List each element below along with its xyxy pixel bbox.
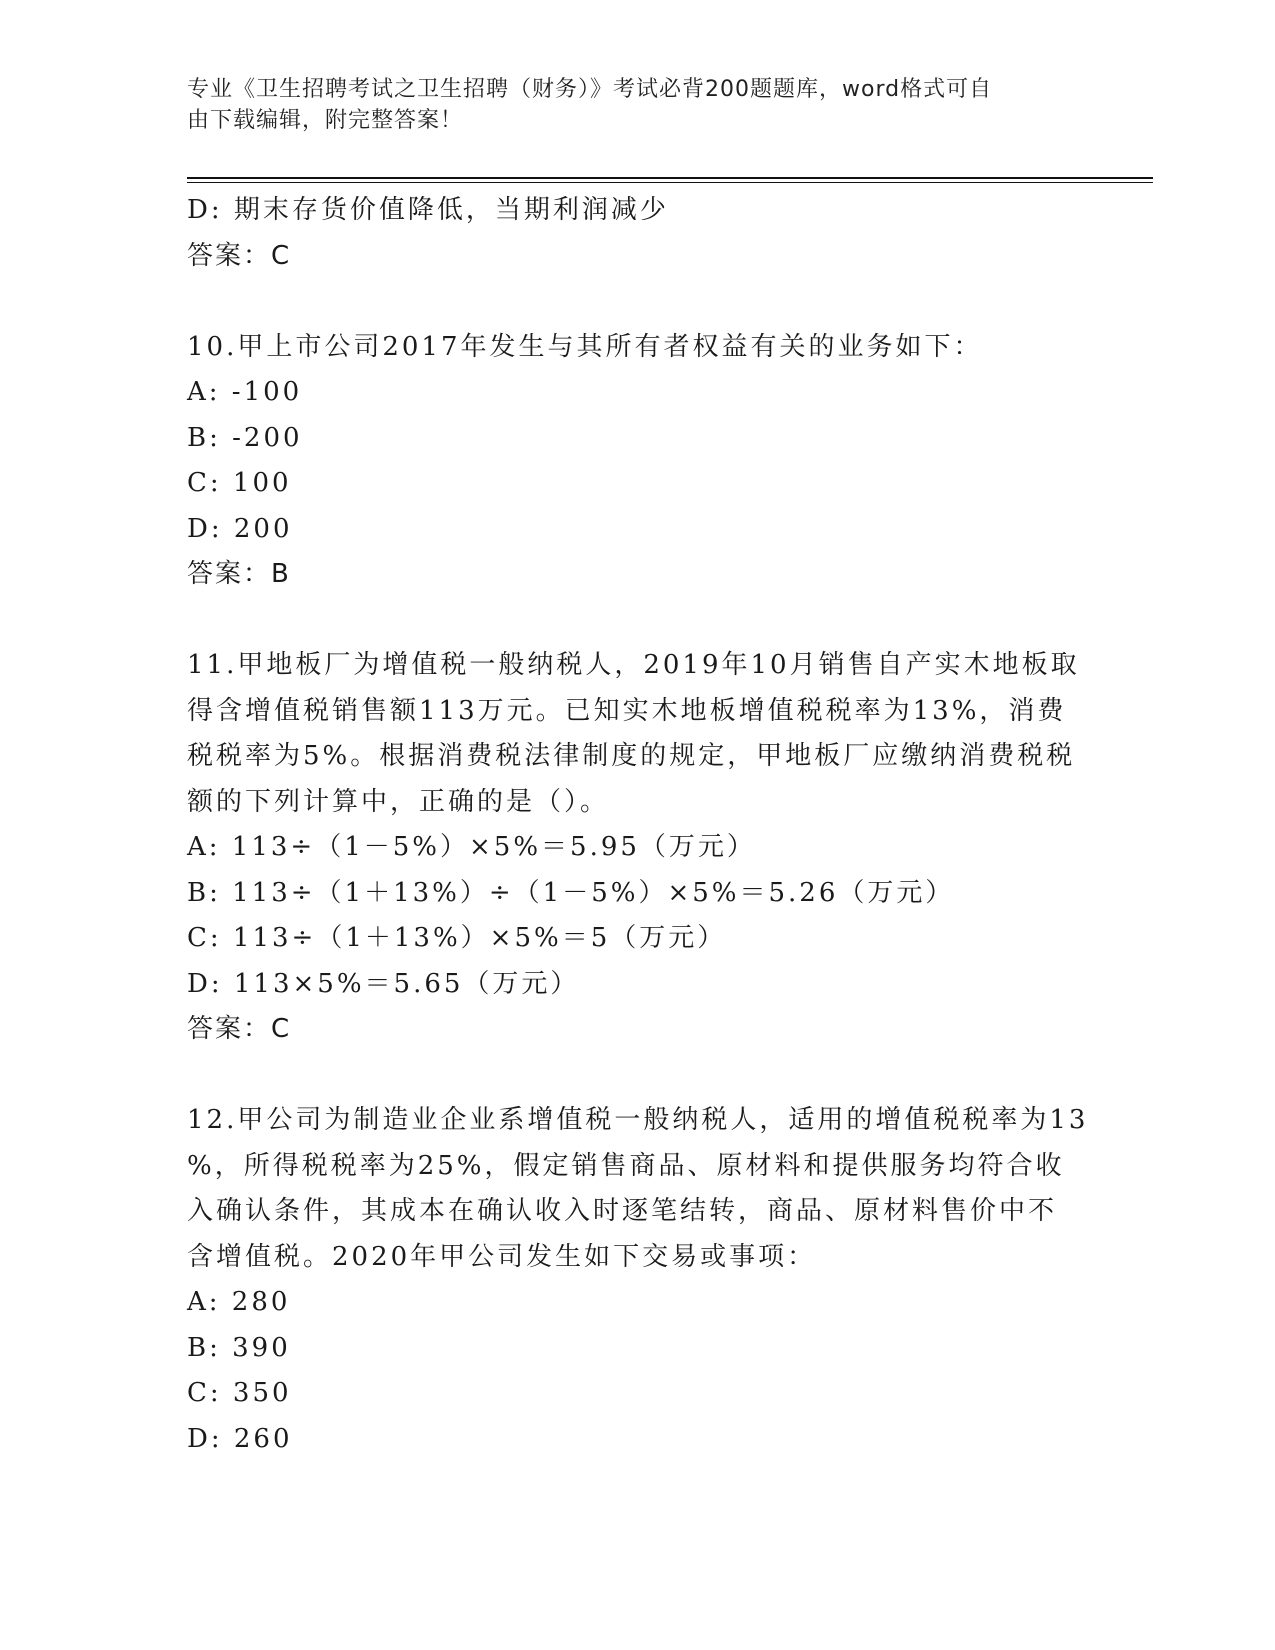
question-stem-line-3: 入确认条件，其成本在确认收入时逐笔结转，商品、原材料售价中不 xyxy=(187,1196,1058,1226)
question-9-tail xyxy=(187,188,1087,279)
question-stem: 10.甲上市公司2017年发生与其所有者权益有关的业务如下： xyxy=(187,331,983,362)
option-b: B: 113÷（1＋13%）÷（1－5%）×5%＝5.26（万元） xyxy=(187,877,955,908)
option-c: C: 100 xyxy=(187,468,292,498)
option-d: D: 113×5%＝5.65（万元） xyxy=(187,968,580,999)
header-line-1: 专业《卫生招聘考试之卫生招聘（财务）》考试必背200题题库，word格式可自 xyxy=(187,77,993,102)
document-header xyxy=(187,74,1087,136)
answer-label: 答案：B xyxy=(187,559,291,589)
question-stem-line-2: %，所得税税率为25%，假定销售商品、原材料和提供服务均符合收 xyxy=(187,1150,1065,1181)
header-line-2: 由下载编辑，附完整答案！ xyxy=(187,108,464,133)
question-12 xyxy=(187,1098,1087,1462)
option-c: C: 113÷（1＋13%）×5%＝5（万元） xyxy=(187,923,727,953)
question-11 xyxy=(187,643,1087,1053)
question-stem-line-2: 得含增值税销售额113万元。已知实木地板增值税税率为13%，消费 xyxy=(187,695,1067,726)
answer-label: 答案：C xyxy=(187,1014,292,1044)
option-a: A: -100 xyxy=(187,377,303,407)
option-c: C: 350 xyxy=(187,1378,292,1408)
header-divider-thick xyxy=(187,177,1153,179)
spacer xyxy=(187,1053,1087,1099)
option-b: B: 390 xyxy=(187,1332,291,1363)
header-divider-thin xyxy=(187,182,1153,183)
question-content xyxy=(187,188,1087,1462)
option-d: D: 260 xyxy=(187,1423,293,1454)
question-stem-line-4: 额的下列计算中，正确的是（）。 xyxy=(187,786,610,817)
option-d: D: 200 xyxy=(187,513,293,544)
spacer xyxy=(187,598,1087,644)
question-10 xyxy=(187,325,1087,598)
question-stem-line-4: 含增值税。2020年甲公司发生如下交易或事项： xyxy=(187,1241,817,1272)
option-d: D: 期末存货价值降低，当期利润减少 xyxy=(187,195,669,225)
spacer xyxy=(187,279,1087,325)
question-stem-line-3: 税税率为5%。根据消费税法律制度的规定，甲地板厂应缴纳消费税税 xyxy=(187,741,1076,771)
question-stem-line-1: 12.甲公司为制造业企业系增值税一般纳税人，适用的增值税税率为13 xyxy=(187,1105,1089,1135)
option-a: A: 280 xyxy=(187,1287,291,1317)
option-a: A: 113÷（1－5%）×5%＝5.95（万元） xyxy=(187,832,756,862)
option-b: B: -200 xyxy=(187,422,303,453)
answer-label: 答案：C xyxy=(187,240,292,271)
question-stem-line-1: 11.甲地板厂为增值税一般纳税人，2019年10月销售自产实木地板取 xyxy=(187,650,1080,680)
